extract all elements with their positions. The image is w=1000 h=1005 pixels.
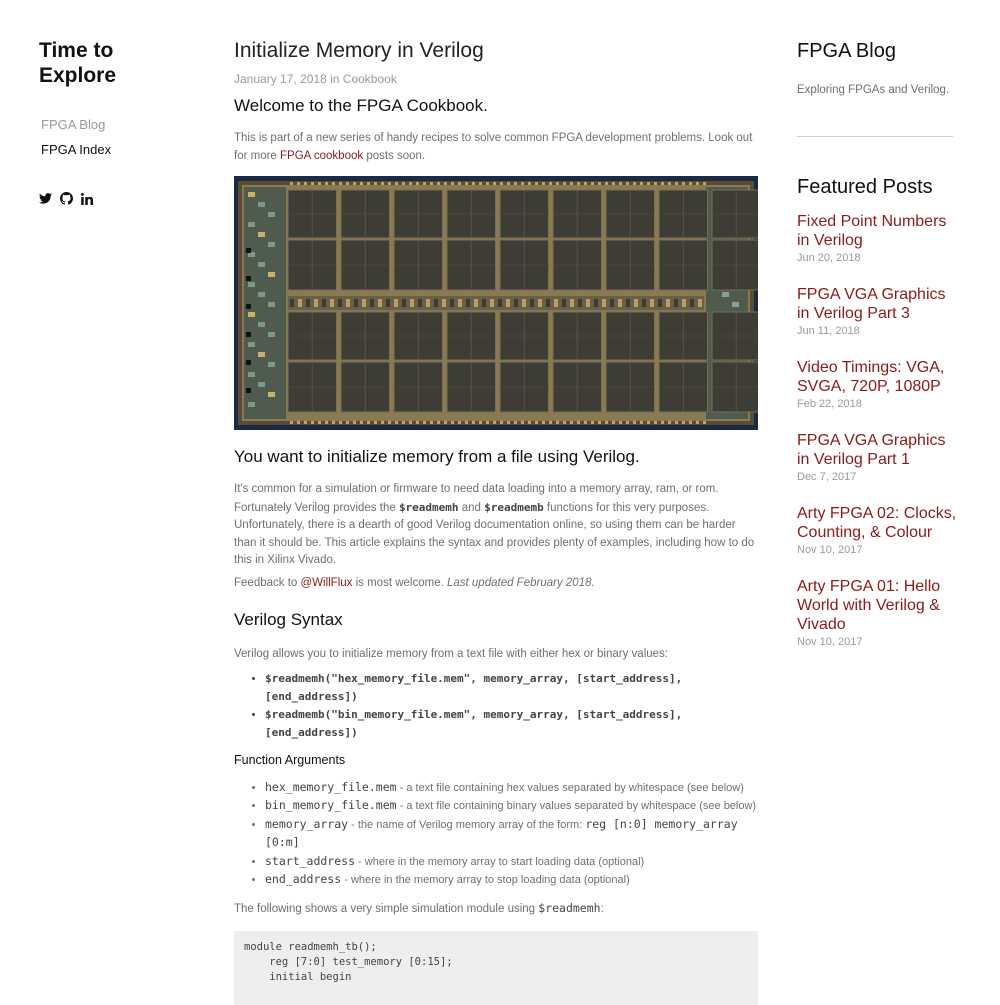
- inline-code-readmemh: $readmemh: [398, 500, 459, 514]
- function-arguments-heading: Function Arguments: [234, 752, 346, 767]
- meta-in: in: [330, 72, 340, 86]
- syntax-intro: Verilog allows you to initialize memory from a text file with either hex or binary values:: [234, 648, 668, 660]
- feedback-paragraph: [234, 575, 758, 593]
- post-content: [234, 38, 758, 1005]
- site-nav: [39, 112, 199, 162]
- overview-text-b: and: [458, 501, 485, 514]
- featured-post: [797, 577, 957, 650]
- intro-text-end: posts soon.: [363, 149, 426, 162]
- arg-desc: - a text file containing binary values separated by whitespace (see below): [396, 800, 757, 812]
- blog-title[interactable]: FPGA Blog: [797, 40, 896, 62]
- overview-text-a: It's common for a simulation or firmware to need data loading into a memory array, ram, or rom. Fortunately Verilog provides the: [234, 483, 719, 514]
- sim-intro-text: The following shows a very simple simulation module using: [234, 902, 539, 915]
- blog-tagline: Exploring FPGAs and Verilog.: [797, 84, 950, 96]
- featured-post-link[interactable]: Fixed Point Numbers in Verilog: [797, 213, 947, 249]
- post-meta: [234, 71, 758, 87]
- die-photo-graphic: [234, 176, 758, 430]
- syntax-list: [234, 670, 758, 742]
- featured-post-date: Nov 10, 2017: [797, 636, 863, 648]
- arg-desc: - where in the memory array to stop loading data (optional): [341, 874, 630, 886]
- linkedin-icon[interactable]: [81, 193, 93, 205]
- featured-post-link[interactable]: Video Timings: VGA, SVGA, 720P, 1080P: [797, 359, 945, 395]
- willflux-link[interactable]: @WillFlux: [300, 576, 353, 589]
- twitter-icon[interactable]: [39, 193, 52, 204]
- list-item: [265, 670, 758, 706]
- featured-posts-list: [797, 212, 957, 650]
- overview-paragraph: [234, 481, 758, 570]
- featured-posts-heading: Featured Posts: [797, 176, 933, 198]
- sidebar-divider: [797, 136, 953, 137]
- arg-desc: - the name of Verilog memory array of the form:: [348, 818, 586, 831]
- featured-post-link[interactable]: Arty FPGA 02: Clocks, Counting, & Colour: [797, 505, 957, 541]
- list-item: [265, 816, 758, 853]
- site-title-line2: Explore: [39, 64, 117, 87]
- nav-link-fpga-blog[interactable]: FPGA Blog: [41, 117, 106, 132]
- post-title: Initialize Memory in Verilog: [234, 39, 484, 62]
- featured-post-date: Feb 22, 2018: [797, 398, 862, 410]
- list-item: [265, 853, 758, 872]
- overview-text-c: functions for this very purposes. Unfortunately, there is a dearth of good Verilog documentation online, so using them can be harder than it should be. This article explains the syntax and provides plenty of examples, including how to do this in Xilinx Vivado.: [234, 501, 755, 566]
- arg-code-form: reg [n:0] memory_array [0:m]: [265, 816, 738, 849]
- featured-post-link[interactable]: Arty FPGA 01: Hello World with Verilog & Vivado: [797, 578, 941, 633]
- arg-code: hex_memory_file.mem: [265, 779, 397, 794]
- inline-code-readmemh-2: $readmemh: [538, 900, 601, 915]
- featured-post-date: Dec 7, 2017: [797, 471, 857, 483]
- feedback-text: Feedback to: [234, 576, 301, 589]
- last-updated-note: Last updated February 2018.: [446, 576, 595, 589]
- sim-intro-end: :: [600, 902, 604, 915]
- arg-code: start_address: [265, 853, 356, 868]
- inline-code-readmemb: $readmemb: [484, 500, 544, 514]
- intro-text: This is part of a new series of handy recipes to solve common FPGA development problems. Look out for more: [234, 132, 753, 162]
- featured-post: [797, 285, 957, 339]
- list-item: [265, 871, 758, 890]
- list-item: [265, 779, 758, 798]
- featured-post: [797, 212, 957, 266]
- site-title[interactable]: [39, 38, 199, 88]
- arguments-list: [234, 779, 758, 890]
- nav-link-fpga-index[interactable]: FPGA Index: [41, 142, 112, 157]
- social-links: [39, 192, 199, 205]
- featured-post: [797, 504, 957, 558]
- intro-paragraph: [234, 130, 758, 165]
- readmemh-syntax: $readmemh("hex_memory_file.mem", memory_array, [start_address], [end_address]): [265, 671, 683, 703]
- featured-post-date: Nov 10, 2017: [797, 544, 863, 556]
- simulation-intro: [234, 900, 758, 919]
- featured-post: [797, 358, 957, 412]
- arg-code: memory_array: [265, 816, 349, 831]
- featured-post-date: Jun 11, 2018: [797, 325, 860, 337]
- list-item: [265, 706, 758, 742]
- arg-desc: - a text file containing hex values separated by whitespace (see below): [396, 781, 744, 794]
- post-date: January 17, 2018: [234, 72, 327, 86]
- featured-post-date: Jun 20, 2018: [797, 252, 861, 264]
- github-icon[interactable]: [60, 192, 73, 205]
- arg-code: end_address: [265, 872, 342, 886]
- welcome-heading: Welcome to the FPGA Cookbook.: [234, 96, 488, 115]
- want-heading: You want to initialize memory from a file using Verilog.: [234, 447, 640, 466]
- featured-post: [797, 431, 957, 485]
- right-sidebar: [797, 38, 957, 669]
- featured-post-link[interactable]: FPGA VGA Graphics in Verilog Part 1: [797, 432, 946, 468]
- readmemb-syntax: $readmemb("bin_memory_file.mem", memory_array, [start_address], [end_address]): [265, 707, 683, 739]
- feedback-text-mid: is most welcome.: [352, 576, 447, 589]
- verilog-syntax-heading: Verilog Syntax: [234, 610, 343, 629]
- featured-post-link[interactable]: FPGA VGA Graphics in Verilog Part 3: [797, 286, 946, 322]
- site-title-line1: Time to: [39, 39, 114, 62]
- left-sidebar: [39, 38, 199, 205]
- list-item: [265, 797, 758, 816]
- fpga-cookbook-link[interactable]: FPGA cookbook: [280, 149, 364, 162]
- arg-desc: - where in the memory array to start loading data (optional): [355, 855, 645, 868]
- post-category[interactable]: Cookbook: [342, 72, 397, 86]
- code-block[interactable]: module readmemh_tb(); reg [7:0] test_memory [0:15]; initial begin: [234, 931, 758, 1005]
- arg-code: bin_memory_file.mem: [265, 798, 397, 812]
- fpga-die-image: [234, 176, 758, 430]
